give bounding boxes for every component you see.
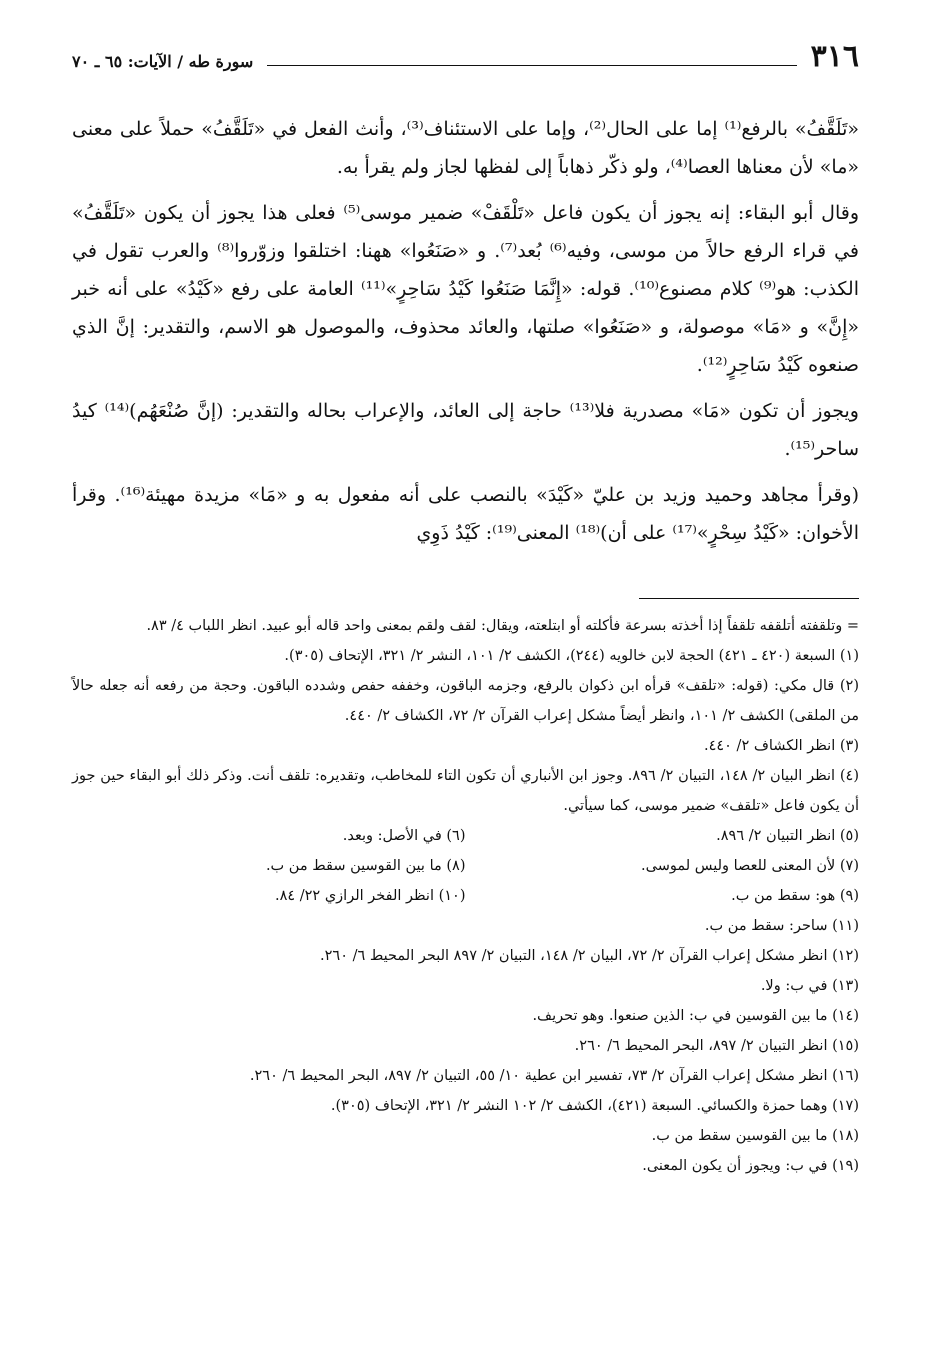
footnote-item: (١٠) انظر الفخر الرازي ٢٢/ ٨٤. <box>274 888 466 904</box>
footnote-item: (٦) في الأصل: وبعد. <box>342 828 466 844</box>
footnote-continuation: = وتلقفته أتلقفه تلقفاً إذا أخذته بسرعة فأكلته أو ابتلعته، ويقال: لقف ولقم بمعنى واحد قاله أبو عبيد. انظر اللباب ٤/ ٨٣. <box>146 618 859 634</box>
paragraph: (وقرأ مجاهد وحميد وزيد بن عليّ «كَيْدَ» بالنصب على أنه مفعول به و «مَا» مزيدة مهيئة⁽¹⁶⁾. وقرأ الأخوان: «كَيْدُ سِحْرٍ»⁽¹⁷⁾ على أن)⁽¹⁸⁾ المعنى⁽¹⁹⁾: كَيْدُ ذَوِي <box>72 484 860 544</box>
paragraph: وقال أبو البقاء: إنه يجوز أن يكون فاعل «تَلْقَفْ» ضمير موسى⁽⁵⁾ فعلى هذا يجوز أن يكون «تَلَقَّفُ» في قراء الرفع حالاً من موسى، وفيه⁽⁶⁾ بُعد⁽⁷⁾. و «صَنَعُوا» ههنا: اختلقوا وزوّروا⁽⁸⁾ والعرب تقول في الكذب: هو⁽⁹⁾ كلام مصنوع⁽¹⁰⁾. قوله: «إِنَّمَا صَنَعُوا كَيْدُ سَاحِرٍ»⁽¹¹⁾ العامة على رفع «كَيْدُ» على أنه خبر «إِنَّ» و «مَا» موصولة، و «صَنَعُوا» صلتها، والعائد محذوف، والموصول هو الاسم، والتقدير: إنَّ الذي صنعوه كَيْدُ سَاحِرٍ⁽¹²⁾. <box>72 202 860 376</box>
paragraph: «تَلَقَّفُ» بالرفع⁽¹⁾ إما على الحال⁽²⁾، وإما على الاستئناف⁽³⁾، وأنث الفعل في «تَلَقَّفُ» حملاً على معنى «ما» لأن معناها العصا⁽⁴⁾، ولو ذكّر ذهاباً إلى لفظها لجاز ولم يقرأ به. <box>72 118 860 178</box>
main-text <box>72 110 859 552</box>
footnote-item: (٣) انظر الكشاف ٢/ ٤٤٠. <box>703 738 859 754</box>
footnote-item: (٨) ما بين القوسين سقط من ب. <box>265 858 466 874</box>
footnote-item: (١٢) انظر مشكل إعراب القرآن ٢/ ٧٢، البيان ٢/ ١٤٨، التبيان ٢/ ٨٩٧ البحر المحيط ٦/ ٢٦٠. <box>320 948 859 964</box>
running-title: سورة طه / الآيات: ٦٥ ـ ٧٠ <box>72 52 254 71</box>
footnote-item: (١٨) ما بين القوسين سقط من ب. <box>651 1128 859 1144</box>
footnote-pair <box>72 881 859 911</box>
footnote-separator <box>639 598 859 599</box>
footnote-item: (٤) انظر البيان ٢/ ١٤٨، التبيان ٢/ ٨٩٦. وجوز ابن الأنباري أن تكون التاء للمخاطب، وتقديره: تلقف أنت. وذكر ذلك أبو البقاء حين جوز أن يكون فاعل «تلقف» ضمير موسى، كما سيأتي. <box>72 768 859 814</box>
footnote-item: (١٦) انظر مشكل إعراب القرآن ٢/ ٧٣، تفسير ابن عطية ١٠/ ٥٥، التبيان ٢/ ٨٩٧، البحر المحيط ٦/ ٢٦٠. <box>249 1068 859 1084</box>
header-rule <box>267 65 796 66</box>
footnote-item: (١٧) وهما حمزة والكسائي. السبعة (٤٢١)، الكشف ٢/ ١٠٢ النشر ٢/ ٣٢١، الإتحاف (٣٠٥). <box>330 1098 859 1114</box>
footnote-item: (٥) انظر التبيان ٢/ ٨٩٦. <box>716 828 859 844</box>
footnote-item: (٧) لأن المعنى للعصا وليس لموسى. <box>641 858 859 874</box>
footnote-item: (٩) هو: سقط من ب. <box>731 888 859 904</box>
page-header <box>72 30 859 72</box>
footnote-item: (١) السبعة (٤٢٠ ـ ٤٢١) الحجة لابن خالويه (٢٤٤)، الكشف ٢/ ١٠١، النشر ٢/ ٣٢١، الإتحاف (٣٠٥). <box>284 648 859 664</box>
footnote-pair <box>72 851 859 881</box>
page-number: ٣١٦ <box>810 39 859 74</box>
footnote-item: (١٩) في ب: ويجوز أن يكون المعنى. <box>642 1158 859 1174</box>
footnote-item: (١٤) ما بين القوسين في ب: الذين صنعوا. وهو تحريف. <box>532 1008 859 1024</box>
footnote-item: (١١) ساحر: سقط من ب. <box>704 918 859 934</box>
footnotes <box>72 598 859 1181</box>
paragraph: ويجوز أن تكون «مَا» مصدرية فلا⁽¹³⁾ حاجة إلى العائد، والإعراب بحاله والتقدير: (إنَّ صُنْعَهُم)⁽¹⁴⁾ كيدُ ساحر⁽¹⁵⁾. <box>72 400 859 460</box>
footnote-pair <box>72 821 859 851</box>
footnote-item: (١٥) انظر التبيان ٢/ ٨٩٧، البحر المحيط ٦/ ٢٦٠. <box>574 1038 859 1054</box>
footnote-item: (٢) قال مكي: (قوله: «تلقف» قرأه ابن ذكوان بالرفع، وجزمه الباقون، وخففه حفص وشدده الباقون. وحجة من رفعه أنه جعله حالاً من الملقى) الكشف ٢/ ١٠١، وانظر أيضاً مشكل إعراب القرآن ٢/ ٧٢، الكشاف ٢/ ٤٤٠. <box>72 678 859 724</box>
footnote-item: (١٣) في ب: ولا. <box>760 978 859 994</box>
